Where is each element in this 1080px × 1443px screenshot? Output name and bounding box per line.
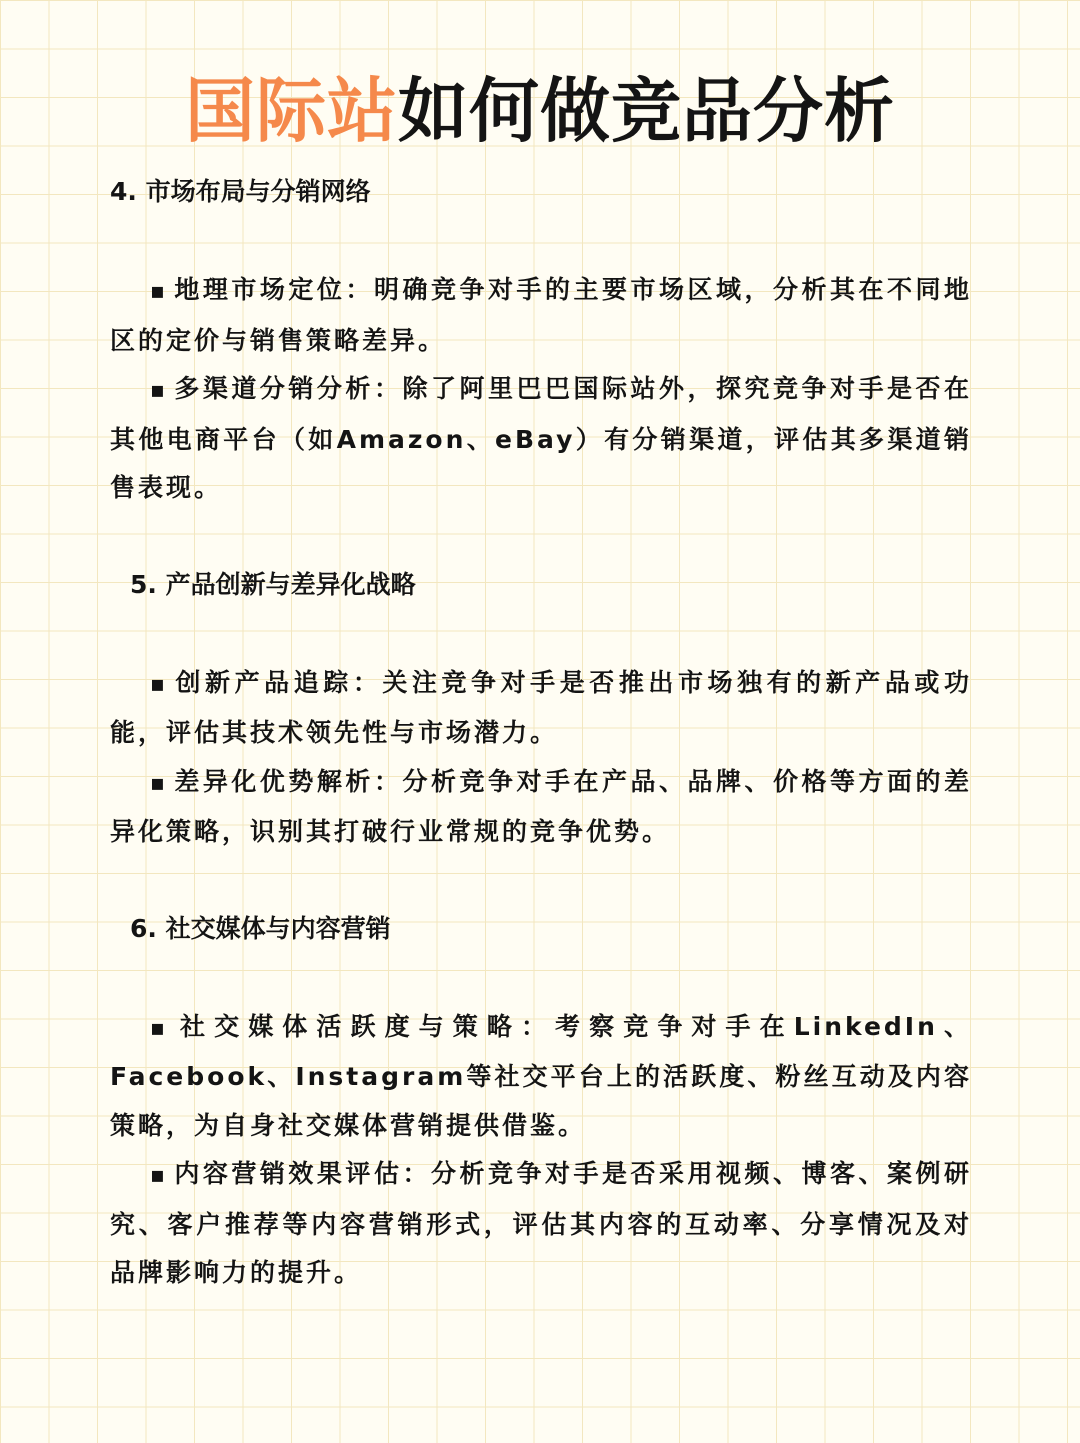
section-heading: 5. 产品创新与差异化战略: [130, 569, 416, 599]
section-market-layout: [110, 168, 972, 513]
item-text: 内容营销效果评估：分析竞争对手是否采用视频、博客、案例研究、客户推荐等内容营销形式，评估其内容的互动率、分享情况及对品牌影响力的提升。: [110, 1159, 972, 1287]
section-product-innovation: [110, 561, 972, 857]
item-text: 社交媒体活跃度与策略：考察竞争对手在LinkedIn、Facebook、Instagram等社交平台上的活跃度、粉丝互动及内容策略，为自身社交媒体营销提供借鉴。: [110, 1011, 972, 1140]
section-heading: 4. 市场布局与分销网络: [110, 177, 371, 206]
section-heading: 6. 社交媒体与内容营销: [130, 913, 391, 943]
item-text: 创新产品追踪：关注竞争对手是否推出市场独有的新产品或功能，评估其技术领先性与市场潜力。: [110, 667, 972, 747]
bullet-icon: ▪: [150, 770, 169, 796]
bullet-icon: ▪: [150, 671, 170, 697]
page-title: [0, 68, 1080, 154]
bullet-icon: ▪: [150, 1015, 175, 1041]
item-text: 多渠道分销分析：除了阿里巴巴国际站外，探究竞争对手是否在其他电商平台（如Amazon、eBay）有分销渠道，评估其多渠道销售表现。: [110, 374, 972, 502]
list-item: [110, 659, 972, 758]
title-highlight: 国际站: [185, 70, 398, 152]
list-item: [110, 365, 972, 513]
list-item: [110, 758, 972, 857]
item-text: 差异化优势解析：分析竞争对手在产品、品牌、价格等方面的差异化策略，识别其打破行业常规的竞争优势。: [110, 766, 972, 846]
bullet-icon: ▪: [150, 378, 169, 403]
bullet-icon: ▪: [150, 1163, 169, 1188]
bullet-icon: ▪: [150, 279, 169, 304]
title-rest: 如何做竞品分析: [398, 70, 895, 152]
list-item: [110, 1003, 972, 1151]
section-social-media: [110, 905, 972, 1298]
item-text: 地理市场定位：明确竞争对手的主要市场区域，分析其在不同地区的定价与销售策略差异。: [110, 275, 972, 355]
article-body: [110, 168, 972, 1298]
list-item: [110, 1150, 972, 1298]
list-item: [110, 266, 972, 365]
